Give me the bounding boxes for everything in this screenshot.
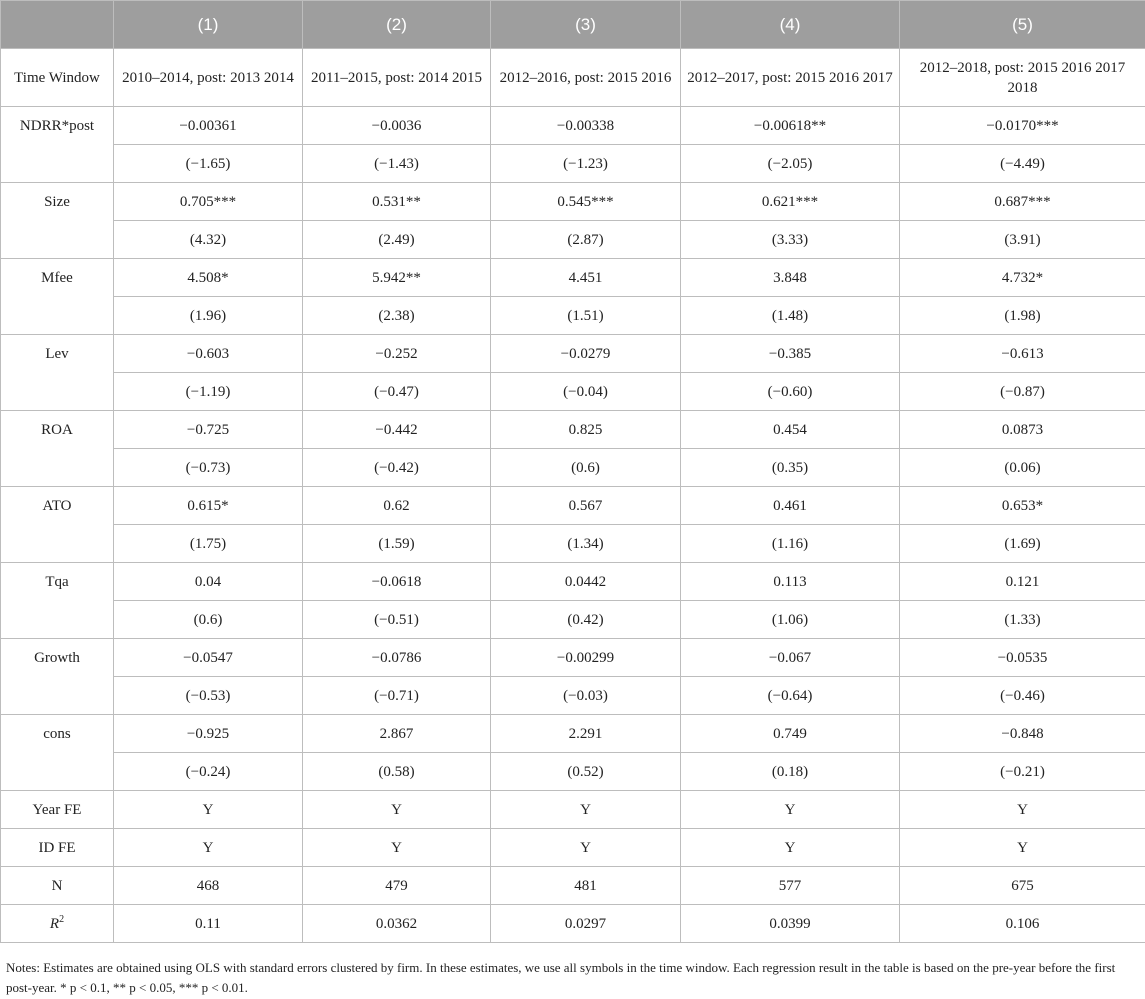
- coef-row: [1, 563, 1145, 601]
- tstat-cell: (−0.53): [114, 677, 303, 715]
- table-cell: Y: [900, 791, 1145, 829]
- coef-cell: −0.067: [681, 639, 900, 677]
- coef-cell: 0.545***: [491, 183, 681, 221]
- tstat-cell: (−1.65): [114, 145, 303, 183]
- tstat-cell: (−1.19): [114, 373, 303, 411]
- header-cell: (3): [491, 1, 681, 49]
- tstat-cell: (−0.51): [303, 601, 491, 639]
- tstat-cell: (−0.73): [114, 449, 303, 487]
- summary-row: [1, 829, 1145, 867]
- coef-cell: 4.732*: [900, 259, 1145, 297]
- row-label: Growth: [1, 639, 114, 715]
- row-label: Time Window: [1, 49, 114, 107]
- coef-cell: 0.121: [900, 563, 1145, 601]
- tstat-cell: (1.51): [491, 297, 681, 335]
- coef-cell: 0.567: [491, 487, 681, 525]
- tstat-cell: (−1.43): [303, 145, 491, 183]
- r-squared-label: R: [49, 915, 60, 932]
- header-cell: (4): [681, 1, 900, 49]
- tstat-cell: (1.75): [114, 525, 303, 563]
- row-label: N: [1, 867, 114, 905]
- table-cell: 2012–2016, post: 2015 2016: [491, 49, 681, 107]
- row-label: [1, 905, 114, 943]
- coef-cell: 0.04: [114, 563, 303, 601]
- tstat-cell: (−1.23): [491, 145, 681, 183]
- tstat-cell: (−0.42): [303, 449, 491, 487]
- tstat-row: [1, 449, 1145, 487]
- coef-cell: 0.749: [681, 715, 900, 753]
- header-cell: (5): [900, 1, 1145, 49]
- row-label: Tqa: [1, 563, 114, 639]
- table-notes: Notes: Estimates are obtained using OLS with standard errors clustered by firm. In these estimates, we use all symbols in the time window. Each regression result in the table is based on the pre-year before the first post-year. * p < 0.1, ** p < 0.05, *** p < 0.01.: [6, 960, 1116, 995]
- r-squared-exponent: 2: [59, 913, 65, 925]
- table-cell: 675: [900, 867, 1145, 905]
- tstat-cell: (1.59): [303, 525, 491, 563]
- tstat-cell: (1.34): [491, 525, 681, 563]
- tstat-cell: (1.69): [900, 525, 1145, 563]
- header-row: [1, 1, 1145, 49]
- table-cell: 468: [114, 867, 303, 905]
- table-cell: 2012–2017, post: 2015 2016 2017: [681, 49, 900, 107]
- tstat-cell: (0.18): [681, 753, 900, 791]
- table-cell: Y: [681, 829, 900, 867]
- coef-cell: −0.0170***: [900, 107, 1145, 145]
- table-cell: Y: [114, 791, 303, 829]
- table-cell: Y: [900, 829, 1145, 867]
- coef-cell: 4.508*: [114, 259, 303, 297]
- coef-cell: 5.942**: [303, 259, 491, 297]
- tstat-cell: (1.33): [900, 601, 1145, 639]
- row-label: Year FE: [1, 791, 114, 829]
- table-cell: Y: [303, 791, 491, 829]
- table-cell: Y: [491, 791, 681, 829]
- coef-cell: −0.00299: [491, 639, 681, 677]
- table-cell: Y: [681, 791, 900, 829]
- tstat-row: [1, 221, 1145, 259]
- tstat-cell: (1.16): [681, 525, 900, 563]
- coef-cell: −0.0279: [491, 335, 681, 373]
- tstat-cell: (1.48): [681, 297, 900, 335]
- coef-cell: −0.925: [114, 715, 303, 753]
- coef-cell: 2.291: [491, 715, 681, 753]
- coef-row: [1, 487, 1145, 525]
- coef-cell: −0.0036: [303, 107, 491, 145]
- tstat-cell: (3.33): [681, 221, 900, 259]
- tstat-cell: (−0.21): [900, 753, 1145, 791]
- table-cell: 2012–2018, post: 2015 2016 2017 2018: [900, 49, 1145, 107]
- coef-cell: 2.867: [303, 715, 491, 753]
- tstat-cell: (0.6): [114, 601, 303, 639]
- tstat-row: [1, 525, 1145, 563]
- coef-cell: −0.725: [114, 411, 303, 449]
- row-label: cons: [1, 715, 114, 791]
- tstat-cell: (−0.60): [681, 373, 900, 411]
- tstat-cell: (−0.87): [900, 373, 1145, 411]
- coef-cell: 0.615*: [114, 487, 303, 525]
- coef-cell: −0.0786: [303, 639, 491, 677]
- coef-cell: −0.385: [681, 335, 900, 373]
- table-cell: 0.11: [114, 905, 303, 943]
- tstat-cell: (−0.46): [900, 677, 1145, 715]
- coef-cell: 0.454: [681, 411, 900, 449]
- table-cell: 2011–2015, post: 2014 2015: [303, 49, 491, 107]
- coef-cell: 0.687***: [900, 183, 1145, 221]
- coef-cell: −0.00618**: [681, 107, 900, 145]
- coef-cell: 0.62: [303, 487, 491, 525]
- tstat-cell: (−0.47): [303, 373, 491, 411]
- tstat-cell: (0.52): [491, 753, 681, 791]
- tstat-cell: (1.96): [114, 297, 303, 335]
- table-cell: 0.0399: [681, 905, 900, 943]
- coef-cell: 0.113: [681, 563, 900, 601]
- coef-row: [1, 183, 1145, 221]
- row-label: Mfee: [1, 259, 114, 335]
- table-cell: 2010–2014, post: 2013 2014: [114, 49, 303, 107]
- coef-row: [1, 715, 1145, 753]
- table-cell: 0.106: [900, 905, 1145, 943]
- tstat-cell: (−0.03): [491, 677, 681, 715]
- coef-cell: −0.00361: [114, 107, 303, 145]
- coef-row: [1, 107, 1145, 145]
- row-label: ATO: [1, 487, 114, 563]
- coef-cell: 0.825: [491, 411, 681, 449]
- coef-cell: −0.00338: [491, 107, 681, 145]
- coef-cell: −0.0547: [114, 639, 303, 677]
- summary-row: [1, 791, 1145, 829]
- tstat-cell: (−0.24): [114, 753, 303, 791]
- coef-row: [1, 259, 1145, 297]
- tstat-cell: (−0.71): [303, 677, 491, 715]
- table-cell: 0.0362: [303, 905, 491, 943]
- coef-cell: 0.531**: [303, 183, 491, 221]
- coef-cell: 0.621***: [681, 183, 900, 221]
- tstat-row: [1, 373, 1145, 411]
- tstat-cell: (1.06): [681, 601, 900, 639]
- coef-cell: −0.0618: [303, 563, 491, 601]
- row-label: Lev: [1, 335, 114, 411]
- tstat-cell: (1.98): [900, 297, 1145, 335]
- table-cell: 577: [681, 867, 900, 905]
- coef-cell: −0.603: [114, 335, 303, 373]
- coef-cell: −0.848: [900, 715, 1145, 753]
- r-squared-row: [1, 905, 1145, 943]
- tstat-cell: (2.49): [303, 221, 491, 259]
- row-label: ID FE: [1, 829, 114, 867]
- table-cell: Y: [303, 829, 491, 867]
- row-label: NDRR*post: [1, 107, 114, 183]
- tstat-row: [1, 753, 1145, 791]
- tstat-cell: (−0.64): [681, 677, 900, 715]
- header-cell: [1, 1, 114, 49]
- coef-cell: −0.613: [900, 335, 1145, 373]
- tstat-cell: (0.35): [681, 449, 900, 487]
- coef-cell: 0.0873: [900, 411, 1145, 449]
- coef-cell: 3.848: [681, 259, 900, 297]
- table-cell: 481: [491, 867, 681, 905]
- summary-row: [1, 867, 1145, 905]
- tstat-cell: (0.6): [491, 449, 681, 487]
- tstat-cell: (4.32): [114, 221, 303, 259]
- row-label: Size: [1, 183, 114, 259]
- coef-row: [1, 335, 1145, 373]
- table-cell: Y: [491, 829, 681, 867]
- tstat-cell: (0.06): [900, 449, 1145, 487]
- coef-cell: 0.461: [681, 487, 900, 525]
- tstat-cell: (3.91): [900, 221, 1145, 259]
- tstat-row: [1, 145, 1145, 183]
- tstat-row: [1, 297, 1145, 335]
- tstat-row: [1, 601, 1145, 639]
- tstat-cell: (0.58): [303, 753, 491, 791]
- tstat-cell: (2.87): [491, 221, 681, 259]
- coef-row: [1, 411, 1145, 449]
- coef-cell: 4.451: [491, 259, 681, 297]
- table-cell: 479: [303, 867, 491, 905]
- table-cell: 0.0297: [491, 905, 681, 943]
- tstat-cell: (−0.04): [491, 373, 681, 411]
- tstat-cell: (−2.05): [681, 145, 900, 183]
- tstat-cell: (−4.49): [900, 145, 1145, 183]
- tstat-row: [1, 677, 1145, 715]
- coef-cell: 0.0442: [491, 563, 681, 601]
- coef-row: [1, 639, 1145, 677]
- coef-cell: 0.705***: [114, 183, 303, 221]
- row-label: ROA: [1, 411, 114, 487]
- header-cell: (2): [303, 1, 491, 49]
- coef-cell: 0.653*: [900, 487, 1145, 525]
- header-cell: (1): [114, 1, 303, 49]
- table-cell: Y: [114, 829, 303, 867]
- tstat-cell: (2.38): [303, 297, 491, 335]
- coef-cell: −0.0535: [900, 639, 1145, 677]
- coef-cell: −0.252: [303, 335, 491, 373]
- time-window-row: [1, 49, 1145, 107]
- tstat-cell: (0.42): [491, 601, 681, 639]
- coef-cell: −0.442: [303, 411, 491, 449]
